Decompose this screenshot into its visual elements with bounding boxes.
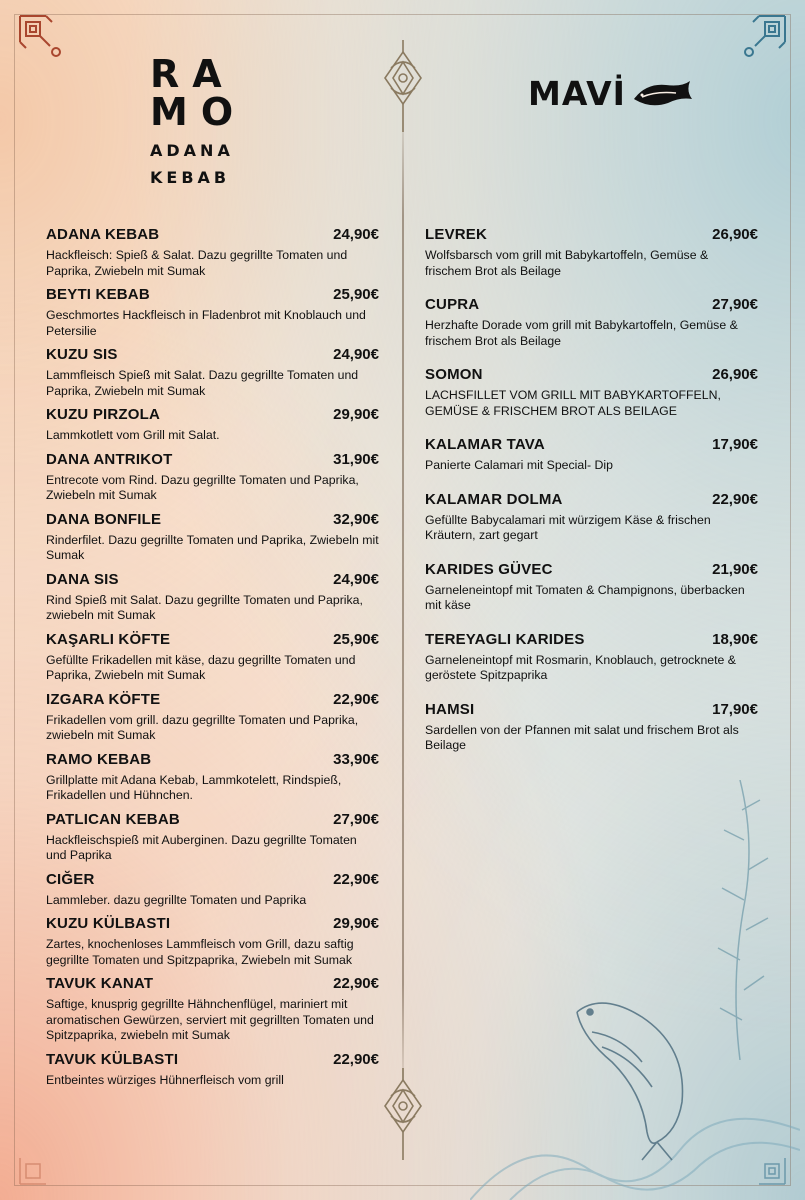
menu-item-header (46, 811, 379, 828)
menu-item-name: CUPRA (425, 296, 480, 313)
menu-item-price: 29,90€ (333, 406, 379, 423)
menu-item-header (46, 691, 379, 708)
logo-title-line-1: RA (150, 52, 235, 96)
menu-item-name: KUZU KÜLBASTI (46, 915, 171, 932)
menu-item (46, 406, 379, 444)
menu-item-header (46, 975, 379, 992)
corner-ornament-top-left (16, 12, 72, 68)
menu-item-name: BEYTI KEBAB (46, 286, 150, 303)
menu-item-description: Herzhafte Dorade vom grill mit Babykartoffeln, Gemüse & frischem Brot als Beilage (425, 318, 738, 348)
menu-item-header (46, 751, 379, 768)
knot-ornament-bottom (381, 1066, 425, 1162)
mavi-logo (528, 74, 694, 113)
menu-item-price: 18,90€ (712, 630, 758, 648)
menu-item-name: HAMSI (425, 700, 475, 718)
menu-item-description: Garneleneintopf mit Tomaten & Champignons, überbacken mit käse (425, 582, 745, 612)
menu-item-header (46, 511, 379, 528)
menu-item-description: Wolfsbarsch vom grill mit Babykartoffeln, Gemüse & frischem Brot als Beilage (425, 248, 709, 278)
menu-item-name: KALAMAR DOLMA (425, 490, 563, 508)
logo-subtitle-line-2: KEBAB (150, 168, 231, 187)
menu-item-name: ADANA KEBAB (46, 226, 160, 243)
menu-item-price: 25,90€ (333, 286, 379, 303)
menu-item-header (46, 915, 379, 932)
menu-item (46, 571, 379, 624)
menu-item (46, 915, 379, 968)
menu-item-name: KARIDES GÜVEC (425, 560, 553, 578)
menu-item-header (425, 226, 758, 243)
menu-item-price: 27,90€ (712, 296, 758, 313)
menu-item-price: 25,90€ (333, 630, 379, 648)
menu-item (46, 346, 379, 399)
logo-subtitle-line-1: ADANA (150, 141, 234, 160)
menu-item-description: Entrecote vom Rind. Dazu gegrillte Tomaten und Paprika, Zwiebeln mit Sumak (46, 472, 359, 502)
menu-item-header (46, 1051, 379, 1068)
corner-ornament-top-right (733, 12, 789, 68)
menu-item-price: 22,90€ (712, 490, 758, 508)
menu-item-price: 22,90€ (333, 870, 379, 888)
menu-item-name: KALAMAR TAVA (425, 436, 545, 453)
menu-item (425, 631, 758, 684)
menu-item-description: Sardellen von der Pfannen mit salat und frischem Brot als Beilage (425, 722, 739, 752)
menu-item-name: TEREYAGLI KARIDES (425, 630, 585, 648)
menu-item (46, 1051, 379, 1089)
menu-item (46, 286, 379, 339)
menu-item-price: 24,90€ (333, 226, 379, 243)
menu-item (46, 511, 379, 564)
menu-item (425, 561, 758, 614)
menu-item-header (46, 226, 379, 243)
fish-menu-column (425, 226, 758, 771)
logo-title-line-2: MO (150, 90, 247, 134)
menu-item-description: Grillplatte mit Adana Kebab, Lammkotelett, Rindspieß, Frikadellen und Hühnchen. (46, 772, 342, 802)
menu-item-description: Lammkotlett vom Grill mit Salat. (46, 428, 220, 442)
menu-item (46, 451, 379, 504)
menu-item-name: DANA SIS (46, 570, 119, 588)
knot-ornament-top (381, 38, 425, 134)
mavi-logo-text: MAVİ (528, 74, 626, 113)
menu-item (46, 871, 379, 909)
menu-item-price: 26,90€ (712, 366, 758, 383)
menu-item (46, 751, 379, 804)
menu-item-price: 22,90€ (333, 690, 379, 708)
menu-item-header (46, 631, 379, 648)
menu-item (425, 366, 758, 419)
menu-item-header (46, 571, 379, 588)
menu-item-price: 17,90€ (712, 436, 758, 453)
menu-item-description: Lammleber. dazu gegrillte Tomaten und Paprika (46, 892, 307, 907)
menu-item-name: PATLICAN KEBAB (46, 810, 180, 828)
menu-item-description: Frikadellen vom grill. dazu gegrillte Tomaten und Paprika, zwiebeln mit Sumak (46, 712, 359, 742)
menu-item-name: KUZU SIS (46, 346, 118, 363)
menu-item-description: Geschmortes Hackfleisch in Fladenbrot mit Knoblauch und Petersilie (46, 308, 366, 338)
menu-item-price: 24,90€ (333, 570, 379, 588)
menu-item-name: KAŞARLI KÖFTE (46, 630, 171, 648)
menu-item-description: Gefüllte Babycalamari mit würzigem Käse & frischen Kräutern, zart gegart (425, 512, 711, 542)
menu-item-price: 32,90€ (333, 510, 379, 528)
menu-item-header (46, 406, 379, 423)
menu-item (425, 491, 758, 544)
menu-item-header (46, 451, 379, 468)
menu-item-description: LACHSFILLET VOM GRILL MIT BABYKARTOFFELN, GEMÜSE & FRISCHEM BROT ALS BEILAGE (425, 388, 721, 418)
menu-item (46, 226, 379, 279)
menu-item-description: Entbeintes würziges Hühnerfleisch vom grill (46, 1072, 284, 1087)
menu-item-price: 29,90€ (333, 915, 379, 932)
menu-item-price: 33,90€ (333, 750, 379, 768)
menu-item-header (425, 366, 758, 383)
menu-item-description: Saftige, knusprig gegrillte Hähnchenflügel, mariniert mit aromatischen Gewürzen, serviert mit gegrillten Tomaten und Spitzpaprika, zwiebeln mit Sumak (46, 997, 374, 1042)
menu-item-description: Lammfleisch Spieß mit Salat. Dazu gegrillte Tomaten und Paprika, Zwiebeln mit Sumak (46, 368, 359, 398)
menu-item-name: LEVREK (425, 226, 488, 243)
menu-item (425, 296, 758, 349)
menu-item-header (425, 491, 758, 508)
corner-ornament-bottom-left (16, 1132, 72, 1188)
menu-item-header (425, 701, 758, 718)
menu-item-name: RAMO KEBAB (46, 750, 152, 768)
menu-item (46, 975, 379, 1044)
menu-item-price: 22,90€ (333, 975, 379, 992)
menu-item-header (425, 296, 758, 313)
menu-item-price: 21,90€ (712, 560, 758, 578)
menu-item-name: CIĞER (46, 870, 95, 888)
menu-item-price: 22,90€ (333, 1050, 379, 1068)
menu-item-price: 26,90€ (712, 226, 758, 243)
menu-item-price: 24,90€ (333, 346, 379, 363)
menu-item-name: TAVUK KANAT (46, 975, 154, 992)
menu-item-description: Panierte Calamari mit Special- Dip (425, 458, 613, 472)
kebab-menu-column (46, 226, 379, 1095)
menu-item-header (425, 436, 758, 453)
fish-illustration (562, 992, 712, 1162)
menu-item-name: TAVUK KÜLBASTI (46, 1050, 179, 1068)
menu-item (46, 691, 379, 744)
menu-item-price: 31,90€ (333, 450, 379, 468)
menu-item-description: Hackfleischspieß mit Auberginen. Dazu gegrillte Tomaten und Paprika (46, 832, 357, 862)
menu-item-description: Garneleneintopf mit Rosmarin, Knoblauch, getrocknete & geröstete Spitzpaprika (425, 652, 737, 682)
center-divider (402, 120, 404, 1080)
menu-item-header (46, 346, 379, 363)
ramo-adana-kebab-logo (150, 52, 260, 187)
menu-item-name: DANA ANTRIKOT (46, 450, 173, 468)
menu-item-price: 27,90€ (333, 810, 379, 828)
menu-item-header (46, 286, 379, 303)
menu-item-description: Zartes, knochenloses Lammfleisch vom Grill, dazu saftig gegrillte Tomaten und Spitzpaprika, Zwiebeln mit Sumak (46, 937, 354, 967)
menu-item-header (46, 871, 379, 888)
menu-item-description: Gefüllte Frikadellen mit käse, dazu gegrillte Tomaten und Paprika, Zwiebeln mit Sumak (46, 652, 356, 682)
menu-item-name: DANA BONFILE (46, 510, 162, 528)
menu-item (46, 811, 379, 864)
menu-item-name: IZGARA KÖFTE (46, 690, 161, 708)
menu-item-description: Hackfleisch: Spieß & Salat. Dazu gegrillte Tomaten und Paprika, Zwiebeln mit Sumak (46, 248, 348, 278)
fish-icon (632, 77, 694, 111)
menu-item (425, 226, 758, 279)
menu-item-name: KUZU PIRZOLA (46, 406, 161, 423)
menu-item-header (425, 631, 758, 648)
menu-item (46, 631, 379, 684)
menu-item-header (425, 561, 758, 578)
menu-item-description: Rinderfilet. Dazu gegrillte Tomaten und Paprika, Zwiebeln mit Sumak (46, 532, 379, 562)
menu-item (425, 701, 758, 754)
menu-item-description: Rind Spieß mit Salat. Dazu gegrillte Tomaten und Paprika, zwiebeln mit Sumak (46, 592, 363, 622)
menu-item (425, 436, 758, 474)
menu-item-price: 17,90€ (712, 700, 758, 718)
menu-item-name: SOMON (425, 366, 483, 383)
